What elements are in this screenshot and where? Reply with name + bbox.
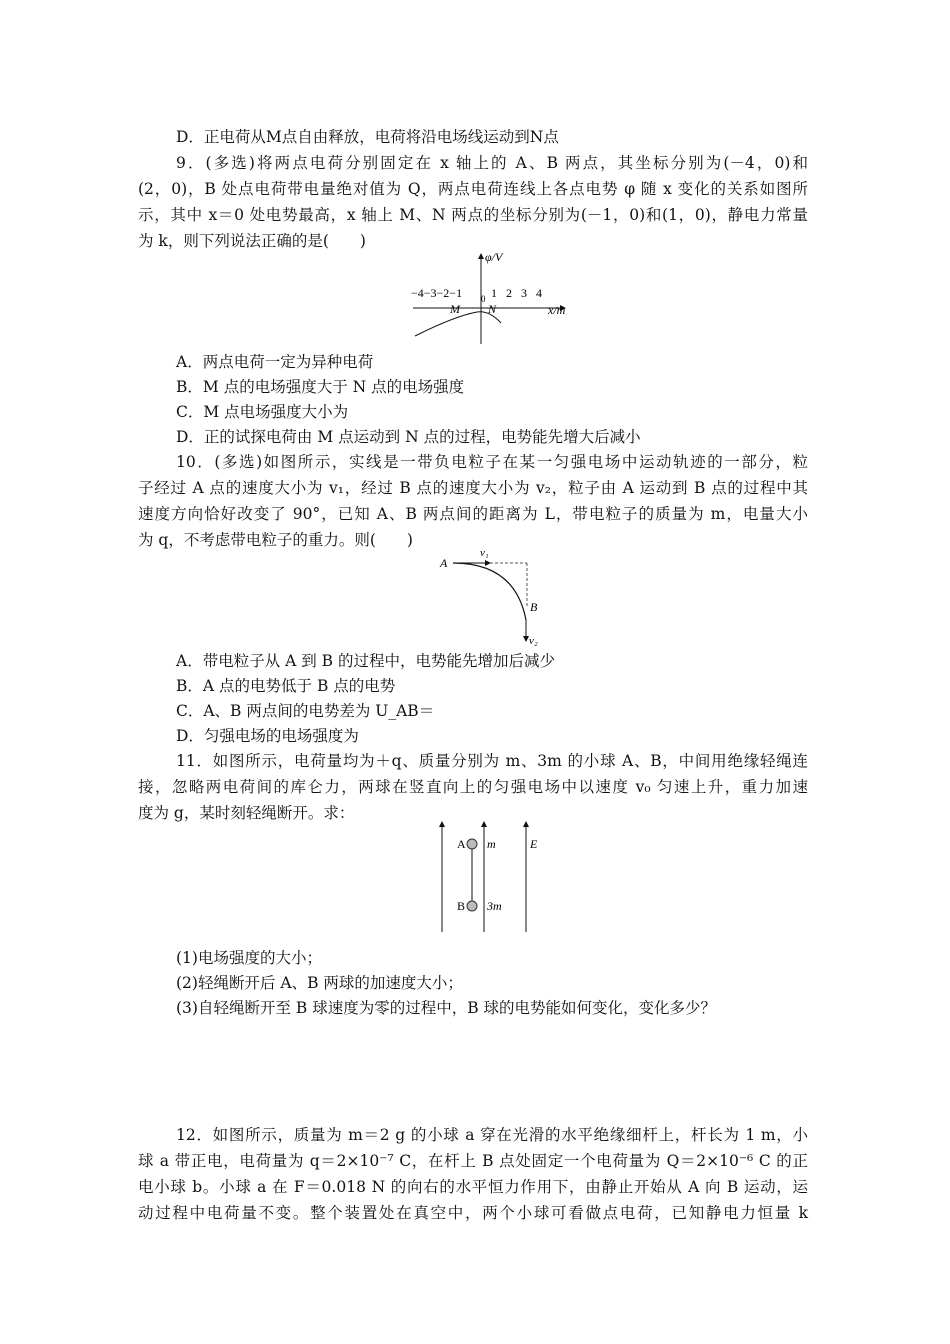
q10-stem-line-2: 子经过 A 点的速度大小为 v₁，经过 B 点的速度大小为 v₂，粒子由 A 运动到 B 点的过程中其 — [138, 479, 808, 497]
neg-tick-labels: −4−3−2−1 — [411, 286, 463, 300]
q12-stem-line-2: 球 a 带正电，电荷量为 q＝2×10⁻⁷ C，在杆上 B 点处固定一个电荷量为 Q＝2×10⁻⁶ C 的正 — [138, 1152, 808, 1170]
q10-option-a: A．带电粒子从 A 到 B 的过程中，电势能先增加后减少 — [176, 652, 555, 670]
q12-stem-line-4: 动过程中电荷量不变。整个装置处在真空中，两个小球可看做点电荷，已知静电力恒量 k — [138, 1204, 808, 1222]
point-a-label: A — [440, 556, 448, 570]
mass-b-label: 3m — [487, 899, 502, 913]
q8-option-d: D．正电荷从M点自由释放，电荷将沿电场线运动到N点 — [176, 128, 559, 146]
phi-axis-label: φ/V — [485, 250, 503, 264]
v1-label: v₁ — [480, 547, 489, 559]
q10-trajectory-figure — [435, 545, 555, 650]
q9-potential-graph — [405, 248, 585, 348]
q9-option-b: B．M 点的电场强度大于 N 点的电场强度 — [176, 378, 465, 396]
ball-a-label: A — [457, 837, 466, 851]
origin-label: 0 — [481, 294, 486, 304]
q10-option-c: C．A、B 两点间的电势差为 U_AB＝ — [176, 702, 435, 720]
q9-option-a: A．两点电荷一定为异种电荷 — [176, 353, 374, 371]
tick-2: 2 — [506, 286, 512, 300]
q10-option-b: B．A 点的电势低于 B 点的电势 — [176, 677, 396, 695]
q9-option-c: C．M 点电场强度大小为 — [176, 403, 349, 421]
q9-stem-line-3: 示，其中 x＝0 处电势最高，x 轴上 M、N 两点的坐标分别为(－1，0)和(1，0)，静电力常量 — [138, 206, 808, 224]
q11-field-figure — [430, 818, 560, 936]
q12-stem-line-1: 12．如图所示，质量为 m＝2 g 的小球 a 穿在光滑的水平绝缘细杆上，杆长为 1 m，小 — [176, 1126, 808, 1144]
q9-stem-line-4: 为 k，则下列说法正确的是( ) — [138, 232, 366, 250]
ball-b-label: B — [457, 899, 466, 913]
q10-option-d: D．匀强电场的电场强度为 — [176, 727, 359, 745]
tick-1: 1 — [491, 286, 497, 300]
q11-stem-line-2: 接，忽略两电荷间的库仑力，两球在竖直向上的匀强电场中以速度 v₀ 匀速上升，重力加速 — [138, 778, 808, 796]
point-b-label: B — [530, 600, 538, 614]
m-point-label: M — [450, 302, 460, 316]
ball-b — [467, 901, 477, 911]
q11-part-3: (3)自轻绳断开至 B 球速度为零的过程中，B 球的电势能如何变化，变化多少？ — [176, 999, 717, 1017]
q10-stem-line-1: 10．(多选)如图所示，实线是一带负电粒子在某一匀强电场中运动轨迹的一部分，粒 — [176, 453, 808, 471]
q11-stem-line-3: 度为 g，某时刻轻绳断开。求： — [138, 804, 355, 822]
q10-stem-line-4: 为 q，不考虑带电粒子的重力。则( ) — [138, 531, 413, 549]
n-point-label: N — [488, 302, 497, 316]
q11-part-2: (2)轻绳断开后 A、B 两球的加速度大小； — [176, 974, 463, 992]
mass-a-label: m — [487, 837, 496, 851]
ball-a — [467, 839, 477, 849]
q11-stem-line-1: 11．如图所示，电荷量均为＋q、质量分别为 m、3m 的小球 A、B，中间用绝缘轻绳连 — [176, 752, 808, 770]
q12-stem-line-3: 电小球 b。小球 a 在 F＝0.018 N 的向右的水平恒力作用下，由静止开始从 A 向 B 运动，运 — [138, 1178, 808, 1196]
v2-label: v₂ — [529, 635, 538, 647]
q9-stem-line-1: 9．(多选)将两点电荷分别固定在 x 轴上的 A、B 两点，其坐标分别为(－4，0)和 — [176, 154, 808, 172]
q10-stem-line-3: 速度方向恰好改变了 90°，已知 A、B 两点间的距离为 L，带电粒子的质量为 m，电量大小 — [138, 505, 808, 523]
trajectory-curve — [453, 563, 526, 620]
q9-option-d: D．正的试探电荷由 M 点运动到 N 点的过程，电势能先增大后减小 — [176, 428, 641, 446]
x-axis-label: x/m — [548, 303, 566, 317]
field-e-label: E — [530, 837, 538, 851]
q9-stem-line-2: (2，0)，B 处点电荷带电量绝对值为 Q，两点电荷连线上各点电势 φ 随 x 变化的关系如图所 — [138, 180, 808, 198]
tick-4: 4 — [536, 286, 542, 300]
tick-3: 3 — [521, 286, 527, 300]
q11-part-1: (1)电场强度的大小； — [176, 949, 322, 967]
